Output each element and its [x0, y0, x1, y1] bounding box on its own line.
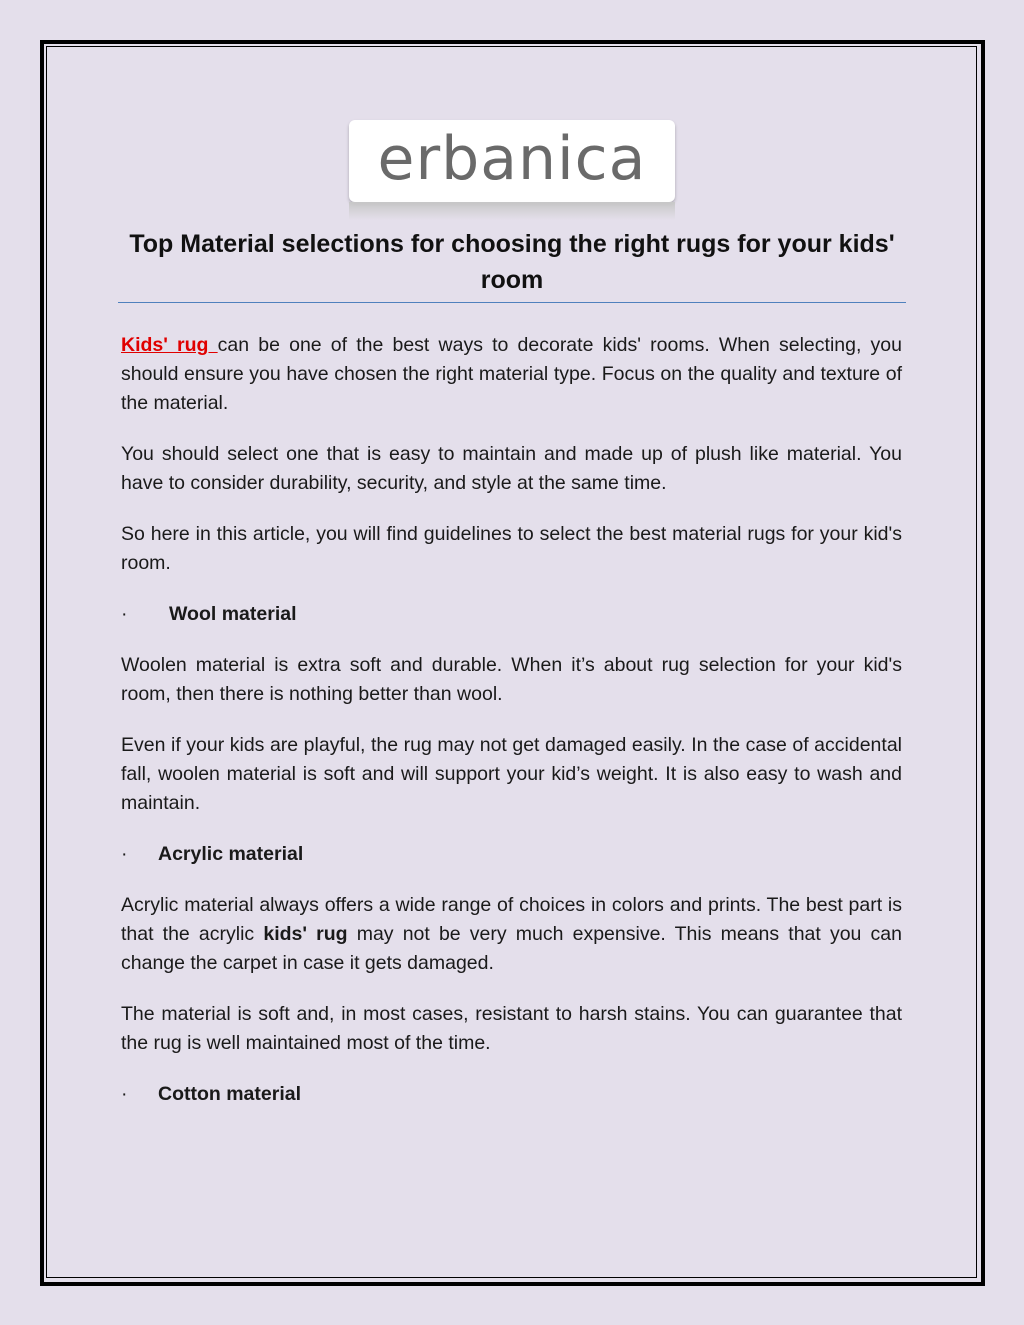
wool-paragraph-1: Woolen material is extra soft and durable. When it’s about rug selection for your kid's room, then there is nothing better than wool. [121, 654, 902, 705]
kids-rug-link[interactable]: Kids' rug [121, 334, 209, 356]
bullet-acrylic-label: Acrylic material [158, 843, 304, 865]
intro-paragraph-text: can be one of the best ways to decorate kids' rooms. When selecting, you should ensure you have chosen the right material type. Focus on the quality and texture of the material. [121, 334, 902, 414]
bullet-marker: · [121, 1083, 128, 1105]
acrylic-paragraph-2: The material is soft and, in most cases, resistant to harsh stains. You can guarantee that the rug is well maintained most of the time. [121, 1003, 902, 1054]
wool-paragraph-2: Even if your kids are playful, the rug may not get damaged easily. In the case of accidental fall, woolen material is soft and will support your kid’s weight. It is also easy to wash and maintain. [121, 734, 902, 814]
paragraph-guidelines: So here in this article, you will find guidelines to select the best material rugs for your kid's room. [121, 523, 902, 574]
acrylic-paragraph-1: Acrylic material always offers a wide range of choices in colors and prints. The best part is that the acrylic kids' rug may not be very much expensive. This means that you can change the carpet in case it gets damaged. [121, 894, 902, 974]
erbanica-logo [349, 120, 675, 220]
bullet-acrylic [121, 840, 902, 869]
logo-reflection [349, 202, 675, 220]
bullet-marker: · [121, 603, 128, 625]
bullet-cotton-label: Cotton material [158, 1083, 302, 1105]
kids-rug-bold: kids' rug [263, 923, 348, 945]
paragraph-maintain: You should select one that is easy to maintain and made up of plush like material. You have to consider durability, security, and style at the same time. [121, 443, 902, 494]
page-title: Top Material selections for choosing the right rugs for your kids' room [129, 230, 895, 294]
logo-box [349, 120, 675, 202]
intro-paragraph [121, 331, 902, 418]
bullet-wool-label: Wool material [169, 603, 297, 625]
bullet-wool [121, 600, 902, 629]
logo-text: erbanica [377, 124, 647, 194]
bullet-cotton [121, 1080, 902, 1109]
bullet-marker: · [121, 843, 128, 865]
article-body [121, 331, 902, 1131]
title-divider [118, 302, 906, 303]
